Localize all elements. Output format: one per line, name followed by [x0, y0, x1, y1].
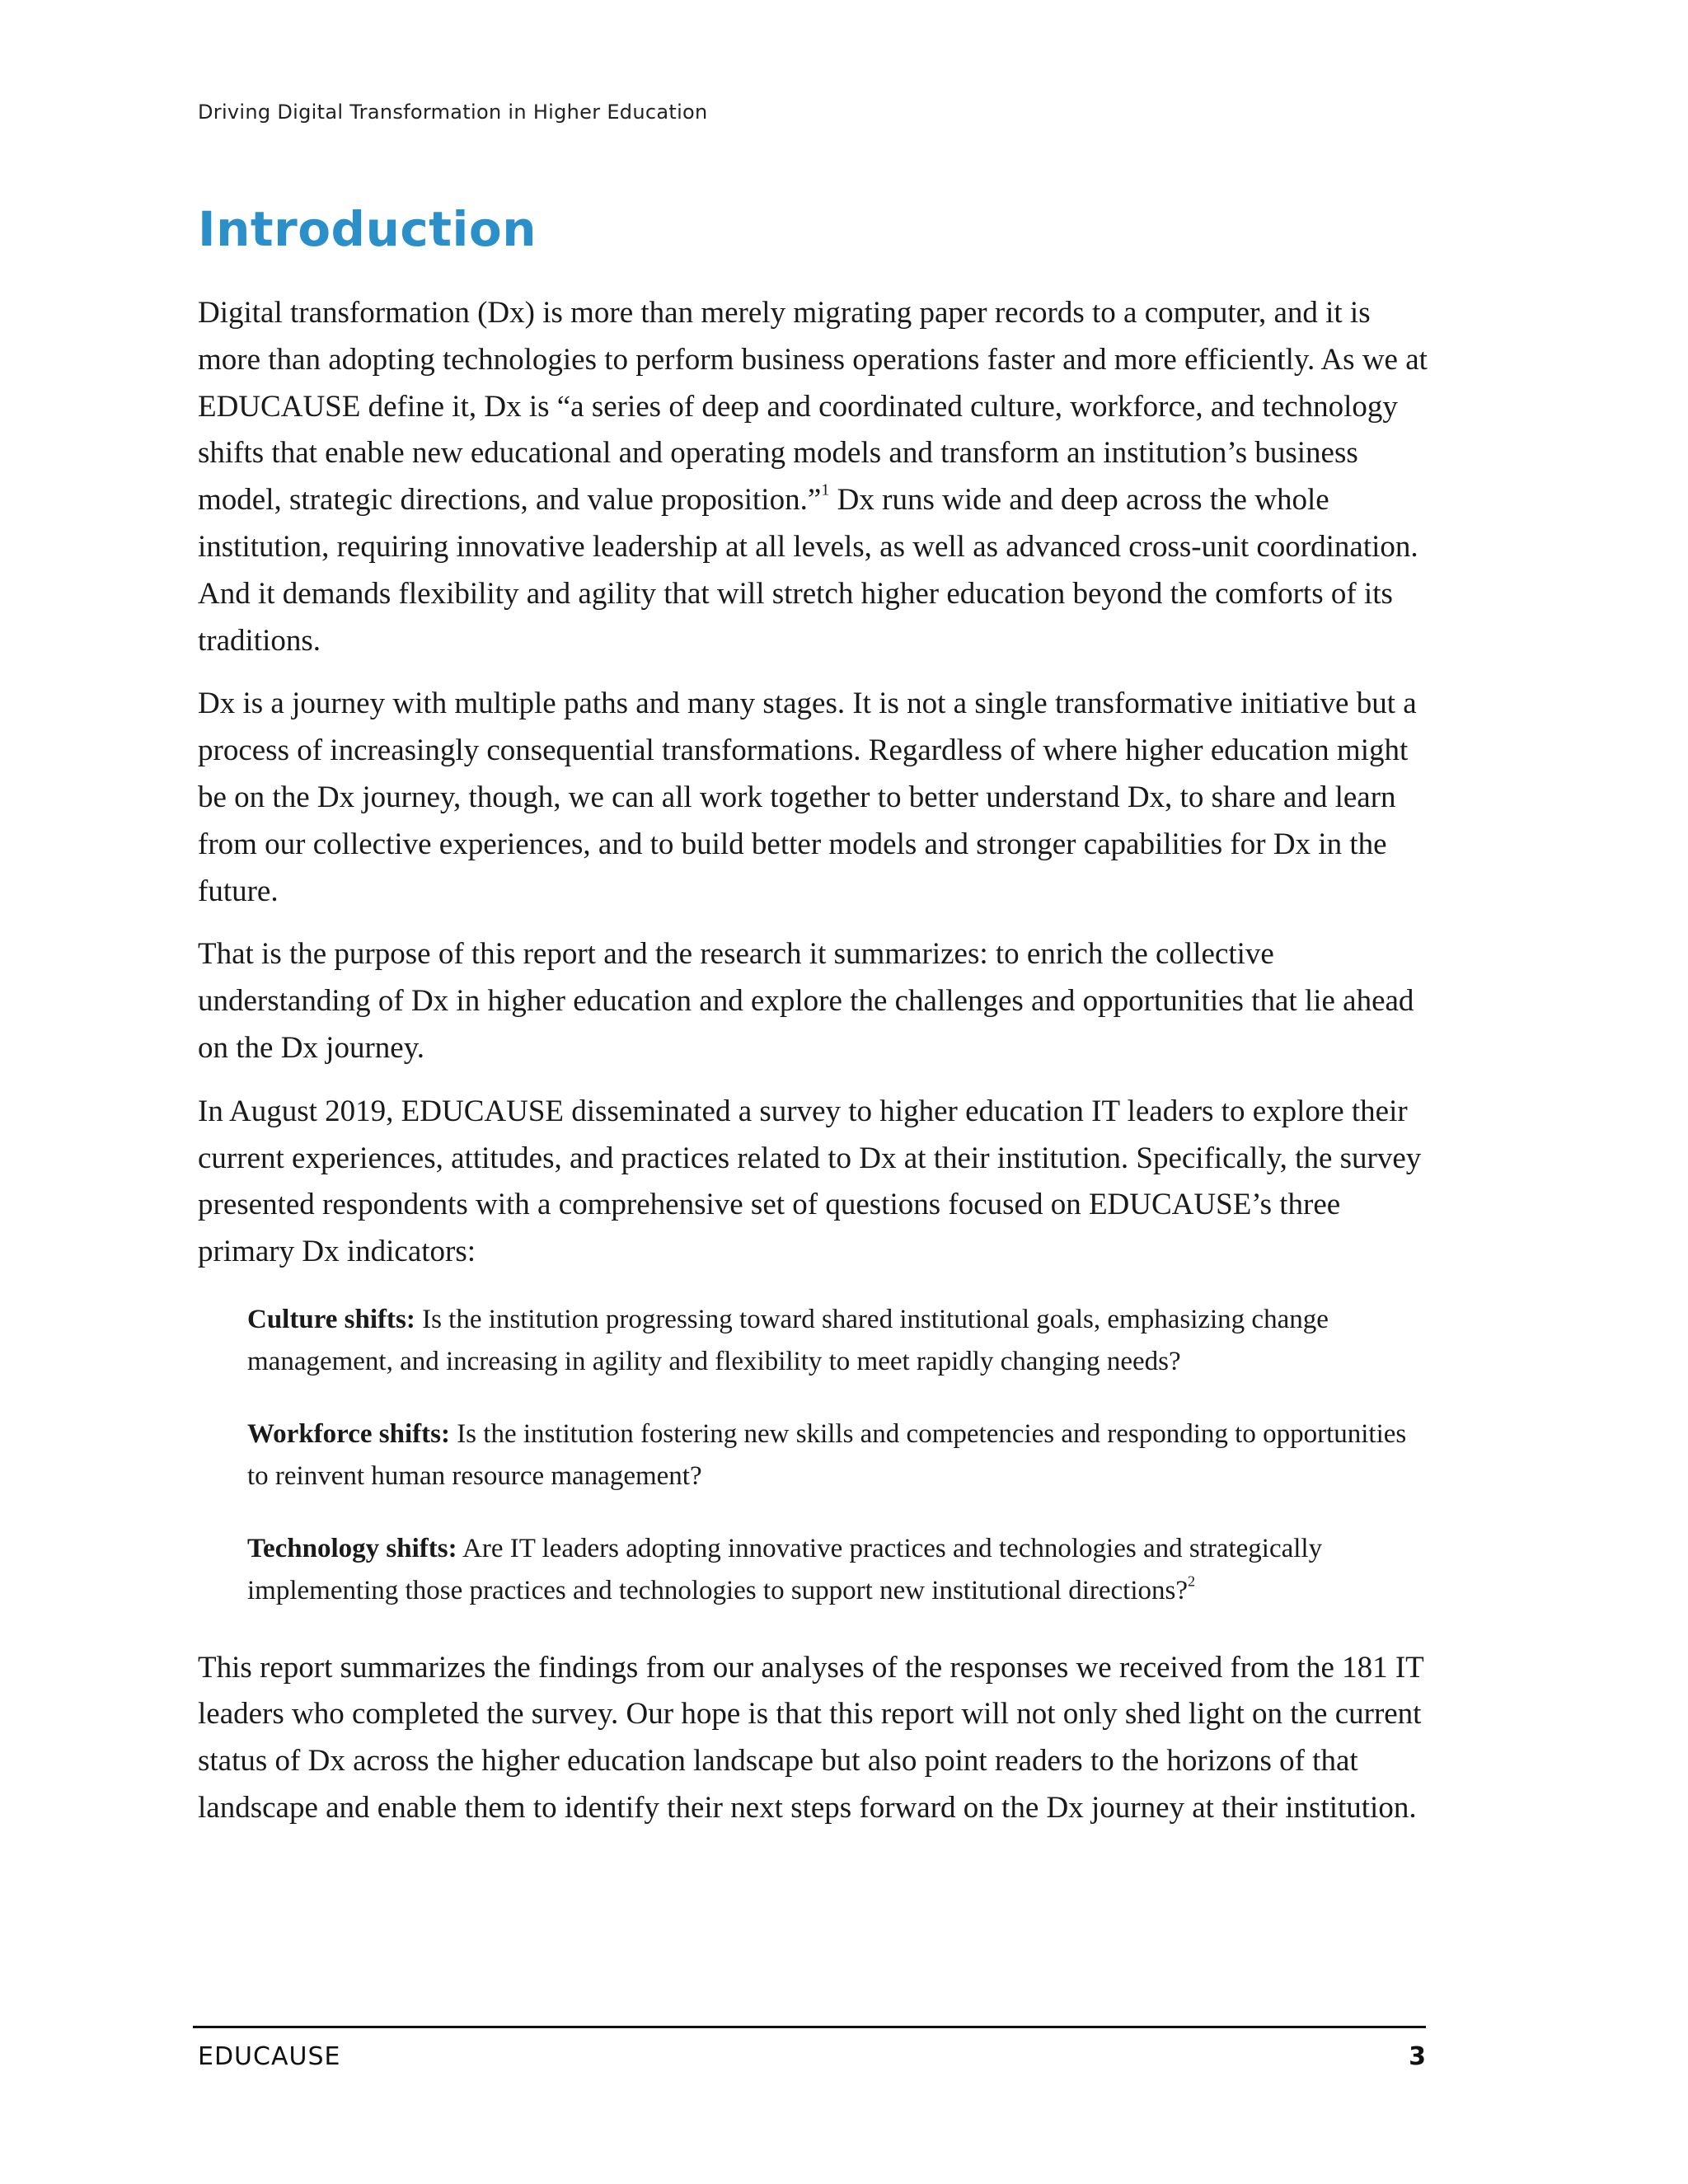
footer-divider	[193, 2026, 1426, 2028]
page-number: 3	[1409, 2042, 1426, 2071]
paragraph-definition	[198, 290, 1434, 664]
indicator-label: Workforce shifts:	[247, 1419, 450, 1450]
indicator-item-workforce	[247, 1413, 1434, 1497]
footnote-ref-1[interactable]: 1	[821, 480, 830, 499]
indicator-text: Is the institution progressing toward shared institutional goals, emphasizing change management, and increasing in agility and flexibility to meet rapidly changing needs?	[247, 1304, 1329, 1376]
body-text	[198, 290, 1434, 1849]
indicator-text: Are IT leaders adopting innovative practices and technologies and strategically implementing those practices and technologies to support new institutional directions?	[247, 1534, 1323, 1605]
indicator-text: Is the institution fostering new skills and competencies and responding to opportunities to reinvent human resource management?	[247, 1419, 1407, 1491]
running-header: Driving Digital Transformation in Higher Education	[198, 101, 708, 124]
paragraph-survey: In August 2019, EDUCAUSE disseminated a survey to higher education IT leaders to explore their current experiences, attitudes, and practices related to Dx at their institution. Specifically, the survey presented respondents with a comprehensive set of questions focused on EDUCAUSE’s three primary Dx indicators:	[198, 1094, 1422, 1269]
indicator-list	[247, 1299, 1434, 1612]
paragraph-text: Digital transformation (Dx) is more than merely migrating paper records to a computer, and it is more than adopting technologies to perform business operations faster and more efficiently. As we at EDUCAUSE define it, Dx is “a series of deep and coordinated culture, workforce, and technology shifts that enable new educational and operating models and transform an institution’s business model, strategic directions, and value proposition.”	[198, 296, 1428, 518]
paragraph-text: Dx runs wide and deep across the whole institution, requiring innovative leadership at all levels, as well as advanced cross-unit coordination. And it demands flexibility and agility that will stretch higher education beyond the comforts of its traditions.	[198, 483, 1418, 658]
paragraph-purpose: That is the purpose of this report and the research it summarizes: to enrich the collective understanding of Dx in higher education and explore the challenges and opportunities that lie ahead on the Dx journey.	[198, 937, 1414, 1065]
indicator-label: Culture shifts:	[247, 1304, 415, 1334]
footnote-ref-2[interactable]: 2	[1188, 1572, 1196, 1590]
paragraph-findings: This report summarizes the findings from our analyses of the responses we received from the 181 IT leaders who completed the survey. Our hope is that this report will not only shed light on the current status of Dx across the higher education landscape but also point readers to the horizons of that landscape and enable them to identify their next steps forward on the Dx journey at their institution.	[198, 1650, 1424, 1825]
paragraph-journey: Dx is a journey with multiple paths and many stages. It is not a single transformative initiative but a process of increasingly consequential transformations. Regardless of where higher education might be on the Dx journey, though, we can all work together to better understand Dx, to share and learn from our collective experiences, and to build better models and stronger capabilities for Dx in the future.	[198, 687, 1417, 908]
footer-organization: EDUCAUSE	[198, 2042, 341, 2071]
indicator-label: Technology shifts:	[247, 1534, 457, 1564]
indicator-item-culture	[247, 1299, 1434, 1382]
page-title: Introduction	[198, 201, 537, 257]
indicator-item-technology	[247, 1528, 1434, 1611]
